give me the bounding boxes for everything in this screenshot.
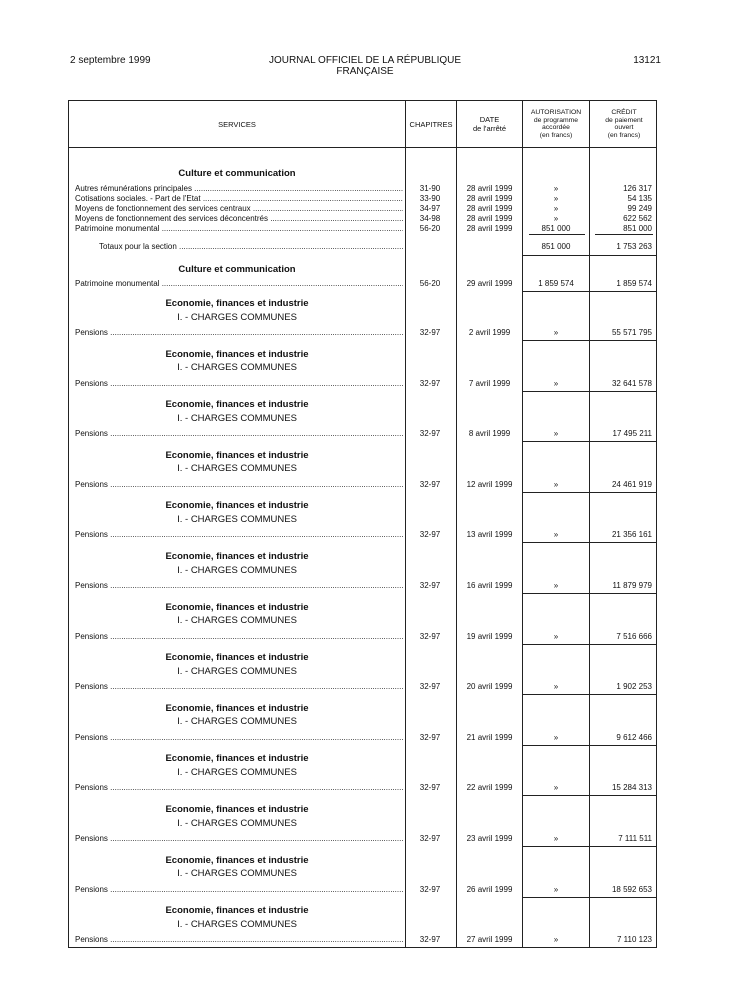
section-title: Economie, finances et industrie [165, 298, 309, 309]
header-title: JOURNAL OFFICIEL DE LA RÉPUBLIQUE FRANÇAISE [268, 55, 462, 77]
section-rule [523, 340, 656, 341]
section-title: Culture et communication [178, 168, 296, 179]
section-rule [523, 542, 656, 543]
section-rule [523, 897, 656, 898]
section-title: Economie, finances et industrie [165, 905, 309, 917]
section-subtitle: I. - CHARGES COMMUNES [177, 868, 297, 880]
table-row: Pensions ..... 32-97 2 avril 1999 » 55 571 795 [69, 327, 656, 338]
section-title: Economie, finances et industrie [165, 601, 309, 613]
section-subtitle: I. - CHARGES COMMUNES [177, 918, 297, 930]
section-title: Culture et communication [178, 264, 296, 275]
section-subtitle: I. - CHARGES COMMUNES [177, 463, 297, 475]
table-row: Moyens de fonctionnement des services centraux ..... 34-97 28 avril 1999 » 99 249 [69, 203, 656, 214]
section-rule [523, 441, 656, 442]
col-header-chapitres: CHAPITRES [409, 119, 453, 129]
section-rule [523, 291, 656, 292]
section-rule [523, 593, 656, 594]
section-rule [523, 644, 656, 645]
table-row: Pensions ..... 32-97 22 avril 1999 » 15 284 313 [69, 782, 656, 793]
section-rule [523, 745, 656, 746]
table-row: Patrimoine monumental ..... 56-20 29 avril 1999 1 859 574 1 859 574 [69, 278, 656, 289]
section-subtitle: I. - CHARGES COMMUNES [177, 412, 297, 424]
table-row: Pensions ..... 32-97 21 avril 1999 » 9 612 466 [69, 732, 656, 743]
section-subtitle: I. - CHARGES COMMUNES [177, 716, 297, 728]
section-subtitle: I. - CHARGES COMMUNES [177, 513, 297, 525]
subtotal-rule [595, 234, 653, 235]
header-page-number: 13121 [633, 55, 661, 66]
section-title: Economie, finances et industrie [165, 399, 309, 411]
table-row: Pensions ..... 32-97 27 avril 1999 » 7 110 123 [69, 934, 656, 945]
section-subtitle: I. - CHARGES COMMUNES [177, 362, 297, 374]
header-date: 2 septembre 1999 [70, 55, 151, 66]
section-rule [523, 846, 656, 847]
totals-row: Totaux pour la section ..... 851 000 1 753 263 [69, 241, 656, 252]
section-subtitle: I. - CHARGES COMMUNES [177, 817, 297, 829]
section-title: Economie, finances et industrie [165, 348, 309, 360]
table-row: Pensions ..... 32-97 20 avril 1999 » 1 902 253 [69, 681, 656, 692]
section-title: Economie, finances et industrie [165, 804, 309, 815]
section-rule [523, 255, 656, 256]
section-title: Economie, finances et industrie [165, 500, 309, 512]
table-row: Pensions ..... 32-97 12 avril 1999 » 24 461 919 [69, 479, 656, 490]
section-title: Economie, finances et industrie [165, 753, 309, 765]
section-title: Economie, finances et industrie [165, 854, 309, 866]
section-rule [523, 694, 656, 695]
section-title: Economie, finances et industrie [165, 449, 309, 461]
section-title: Economie, finances et industrie [165, 702, 309, 714]
table-row: Pensions ..... 32-97 13 avril 1999 » 21 356 161 [69, 529, 656, 540]
section-rule [523, 492, 656, 493]
col-header-date: DATE de l'arrêté [472, 115, 507, 133]
table-row: Moyens de fonctionnement des services déconcentrés ..... 34-98 28 avril 1999 » 622 562 [69, 213, 656, 224]
subtotal-rule [529, 947, 585, 948]
table-row: Pensions ..... 32-97 7 avril 1999 » 32 641 578 [69, 378, 656, 389]
section-subtitle: I. - CHARGES COMMUNES [177, 564, 297, 576]
table-row: Pensions ..... 32-97 8 avril 1999 » 17 495 211 [69, 428, 656, 439]
budget-table [68, 100, 657, 948]
col-header-services: SERVICES [218, 119, 256, 129]
table-row: Cotisations sociales. - Part de l'Etat ..... 33-90 28 avril 1999 » 54 135 [69, 193, 656, 204]
subtotal-rule [595, 947, 653, 948]
section-subtitle: I. - CHARGES COMMUNES [177, 766, 297, 778]
table-row: Autres rémunérations principales ..... 31-90 28 avril 1999 » 126 317 [69, 183, 656, 194]
col-header-autorisation: AUTORISATION de programme accordée (en francs) [530, 109, 582, 139]
table-row: Pensions ..... 32-97 23 avril 1999 » 7 111 511 [69, 833, 656, 844]
table-row: Pensions ..... 32-97 19 avril 1999 » 7 516 666 [69, 631, 656, 642]
subtotal-rule [529, 234, 585, 235]
section-subtitle: I. - CHARGES COMMUNES [177, 615, 297, 627]
col-header-credit: CRÉDIT de paiement ouvert (en francs) [605, 109, 643, 139]
section-rule [523, 391, 656, 392]
section-subtitle: I. - CHARGES COMMUNES [177, 311, 297, 323]
section-title: Economie, finances et industrie [165, 652, 309, 664]
section-rule [523, 795, 656, 796]
section-title: Economie, finances et industrie [165, 551, 309, 562]
table-row: Patrimoine monumental ..... 56-20 28 avril 1999 851 000 851 000 [69, 223, 656, 234]
header-rule [69, 147, 656, 148]
table-row: Pensions ..... 32-97 16 avril 1999 » 11 879 979 [69, 580, 656, 591]
section-subtitle: I. - CHARGES COMMUNES [177, 665, 297, 677]
table-row: Pensions ..... 32-97 26 avril 1999 » 18 592 653 [69, 884, 656, 895]
